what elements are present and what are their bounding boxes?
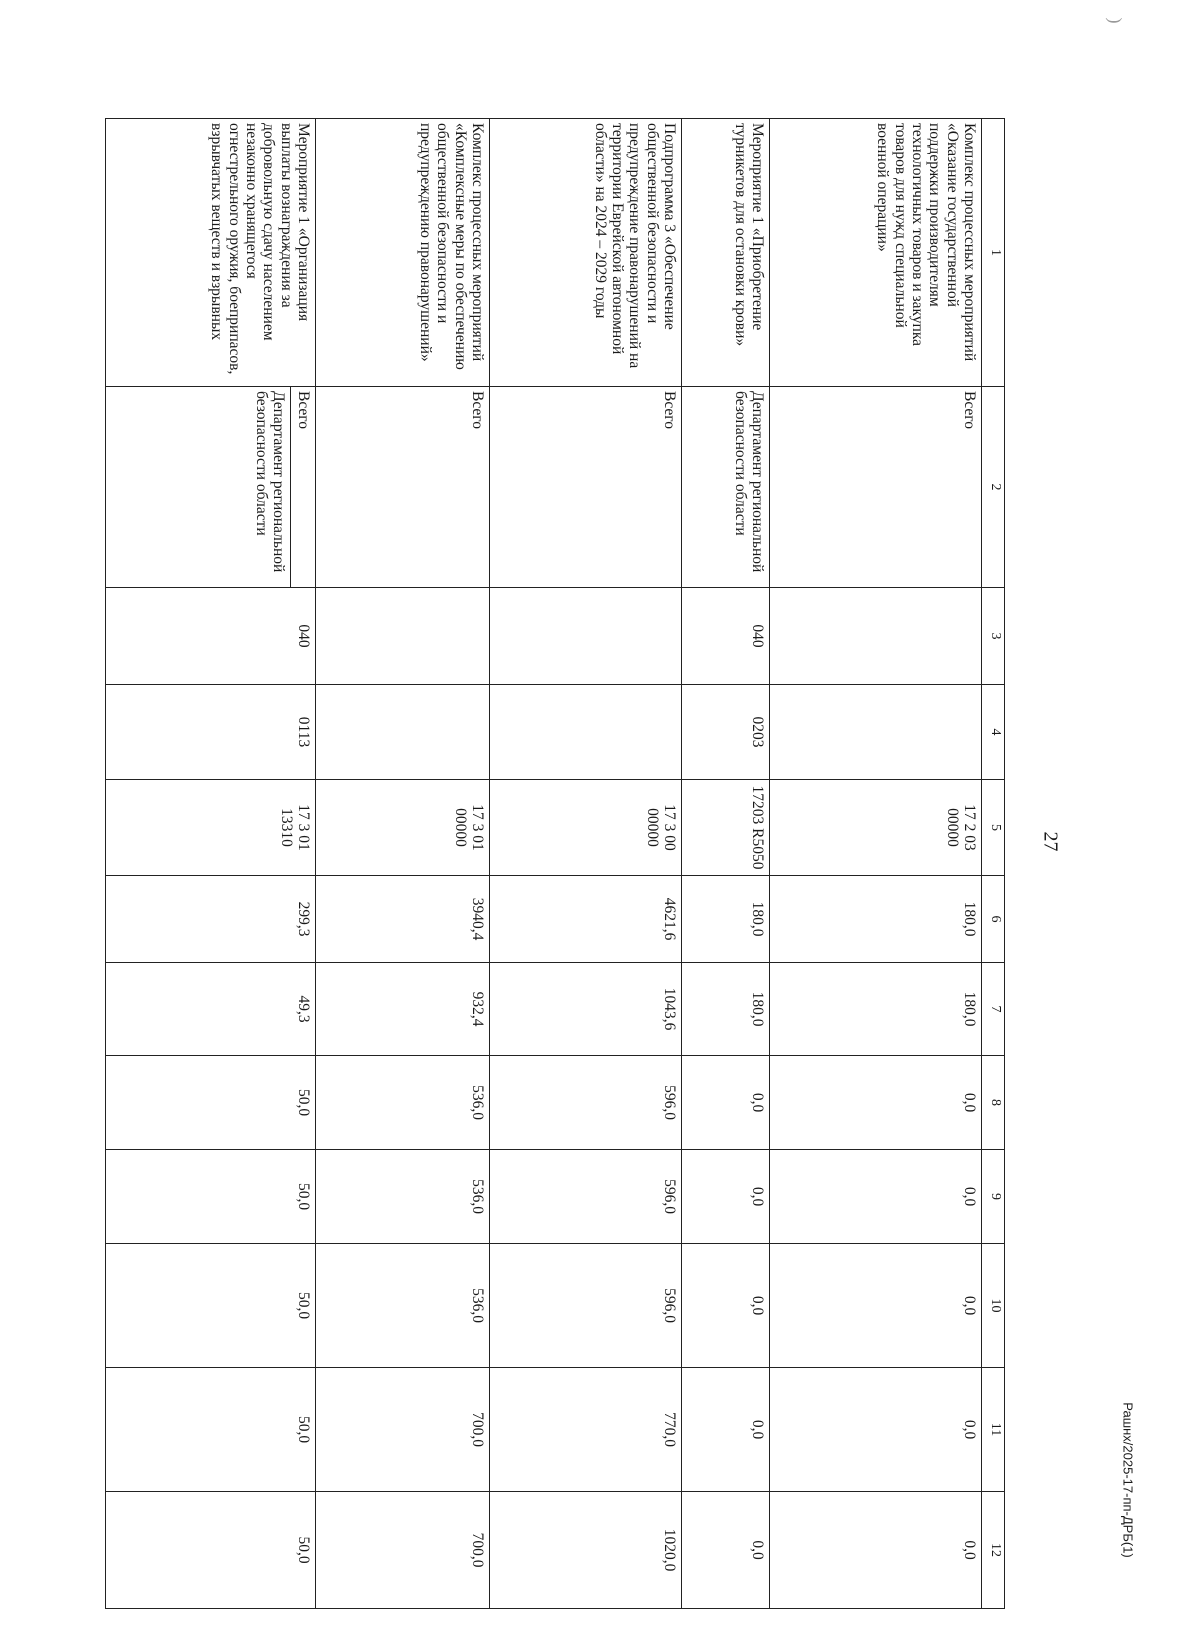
col-header: 10 xyxy=(982,1244,1005,1368)
cell-c6: 180,0 xyxy=(682,876,770,963)
cell-c11: 50,0 xyxy=(106,1368,316,1492)
cell-c7: 180,0 xyxy=(770,963,982,1056)
cell-c10: 0,0 xyxy=(682,1244,770,1368)
cell-c12: 0,0 xyxy=(682,1492,770,1609)
row-executor: Всего xyxy=(290,387,315,587)
col-header: 2 xyxy=(982,387,1005,588)
cell-c5: 17 2 03 00000 xyxy=(770,780,982,876)
cell-c4: 0203 xyxy=(682,685,770,780)
row-executor-detail: Департамент региональной безопасности области xyxy=(252,391,287,573)
cell-c5: 17 3 01 13310 xyxy=(106,780,316,876)
table-row xyxy=(316,119,490,1609)
cell-c11: 0,0 xyxy=(682,1368,770,1492)
cell-c8: 596,0 xyxy=(490,1056,682,1150)
row-executor: Всего xyxy=(490,387,682,588)
cell-c9: 536,0 xyxy=(316,1150,490,1244)
col-header: 1 xyxy=(982,119,1005,387)
cell-c6: 180,0 xyxy=(770,876,982,963)
cell-c10: 50,0 xyxy=(106,1244,316,1368)
cell-c8: 50,0 xyxy=(106,1056,316,1150)
table-row xyxy=(490,119,682,1609)
cell-c4: 0113 xyxy=(106,685,316,780)
cell-c8: 0,0 xyxy=(682,1056,770,1150)
col-header: 5 xyxy=(982,780,1005,876)
row-name: Комплекс процессных мероприятий «Комплексные меры по обеспечению общественной безопасности и предупреждению правонарушений» xyxy=(316,119,490,387)
cell-c3: 040 xyxy=(682,588,770,685)
cell-c12: 0,0 xyxy=(770,1492,982,1609)
cell-c11: 0,0 xyxy=(770,1368,982,1492)
col-header: 3 xyxy=(982,588,1005,685)
cell-c6: 299,3 xyxy=(106,876,316,963)
col-header: 11 xyxy=(982,1368,1005,1492)
cell-c5: 17203 R5050 xyxy=(682,780,770,876)
cell-c4 xyxy=(770,685,982,780)
table-row xyxy=(770,119,982,1609)
col-header: 9 xyxy=(982,1150,1005,1244)
column-number-row xyxy=(982,119,1005,1609)
cell-c9: 0,0 xyxy=(682,1150,770,1244)
cell-c8: 0,0 xyxy=(770,1056,982,1150)
cell-c12: 700,0 xyxy=(316,1492,490,1609)
col-header: 12 xyxy=(982,1492,1005,1609)
cell-c7: 1043,6 xyxy=(490,963,682,1056)
budget-table xyxy=(105,118,1005,1609)
col-header: 4 xyxy=(982,685,1005,780)
row-name: Мероприятие 1 «Приобретение турникетов для остановки крови» xyxy=(682,119,770,387)
cell-c10: 0,0 xyxy=(770,1244,982,1368)
cell-c3 xyxy=(490,588,682,685)
cell-c7: 49,3 xyxy=(106,963,316,1056)
cell-c4 xyxy=(316,685,490,780)
row-executor: Всего xyxy=(770,387,982,588)
row-executor-split xyxy=(106,387,316,588)
cell-c4 xyxy=(490,685,682,780)
page-number: 27 xyxy=(1039,831,1062,852)
cell-c8: 536,0 xyxy=(316,1056,490,1150)
cell-c10: 596,0 xyxy=(490,1244,682,1368)
corner-mark: ) xyxy=(1105,17,1126,24)
row-name: Комплекс процессных мероприятий «Оказание государственной поддержки производителям технологичных товаров и закупка товаров для нужд специальной военной операции» xyxy=(770,119,982,387)
cell-c10: 536,0 xyxy=(316,1244,490,1368)
table-row xyxy=(682,119,770,1609)
rotated-table-wrapper xyxy=(99,118,1005,1608)
cell-c12: 1020,0 xyxy=(490,1492,682,1609)
cell-c3 xyxy=(770,588,982,685)
cell-c9: 596,0 xyxy=(490,1150,682,1244)
row-executor: Департамент региональной безопасности области xyxy=(682,387,770,588)
row-executor: Всего xyxy=(316,387,490,588)
col-header: 7 xyxy=(982,963,1005,1056)
col-header: 8 xyxy=(982,1056,1005,1150)
cell-c3 xyxy=(316,588,490,685)
col-header: 6 xyxy=(982,876,1005,963)
table-row xyxy=(106,119,316,1609)
row-name: Мероприятие 1 «Организация выплаты вознаграждения за добровольную сдачу населением незаконно хранящегося огнестрельного оружия, боеприпасов, взрывчатых веществ и взрывных xyxy=(106,119,316,387)
row-name: Подпрограмма 3 «Обеспечение общественной безопасности и предупреждение правонарушений на территории Еврейской автономной области» на 2024 – 2029 годы xyxy=(490,119,682,387)
cell-c5: 17 3 00 00000 xyxy=(490,780,682,876)
cell-c9: 50,0 xyxy=(106,1150,316,1244)
cell-c7: 180,0 xyxy=(682,963,770,1056)
cell-c6: 3940,4 xyxy=(316,876,490,963)
cell-c9: 0,0 xyxy=(770,1150,982,1244)
cell-c11: 700,0 xyxy=(316,1368,490,1492)
cell-c5: 17 3 01 00000 xyxy=(316,780,490,876)
cell-c3: 040 xyxy=(106,588,316,685)
cell-c11: 770,0 xyxy=(490,1368,682,1492)
cell-c7: 932,4 xyxy=(316,963,490,1056)
document-footer: Рашнх/2025-17-пп-ДРБ(1) xyxy=(1120,1402,1136,1558)
cell-c6: 4621,6 xyxy=(490,876,682,963)
cell-c12: 50,0 xyxy=(106,1492,316,1609)
